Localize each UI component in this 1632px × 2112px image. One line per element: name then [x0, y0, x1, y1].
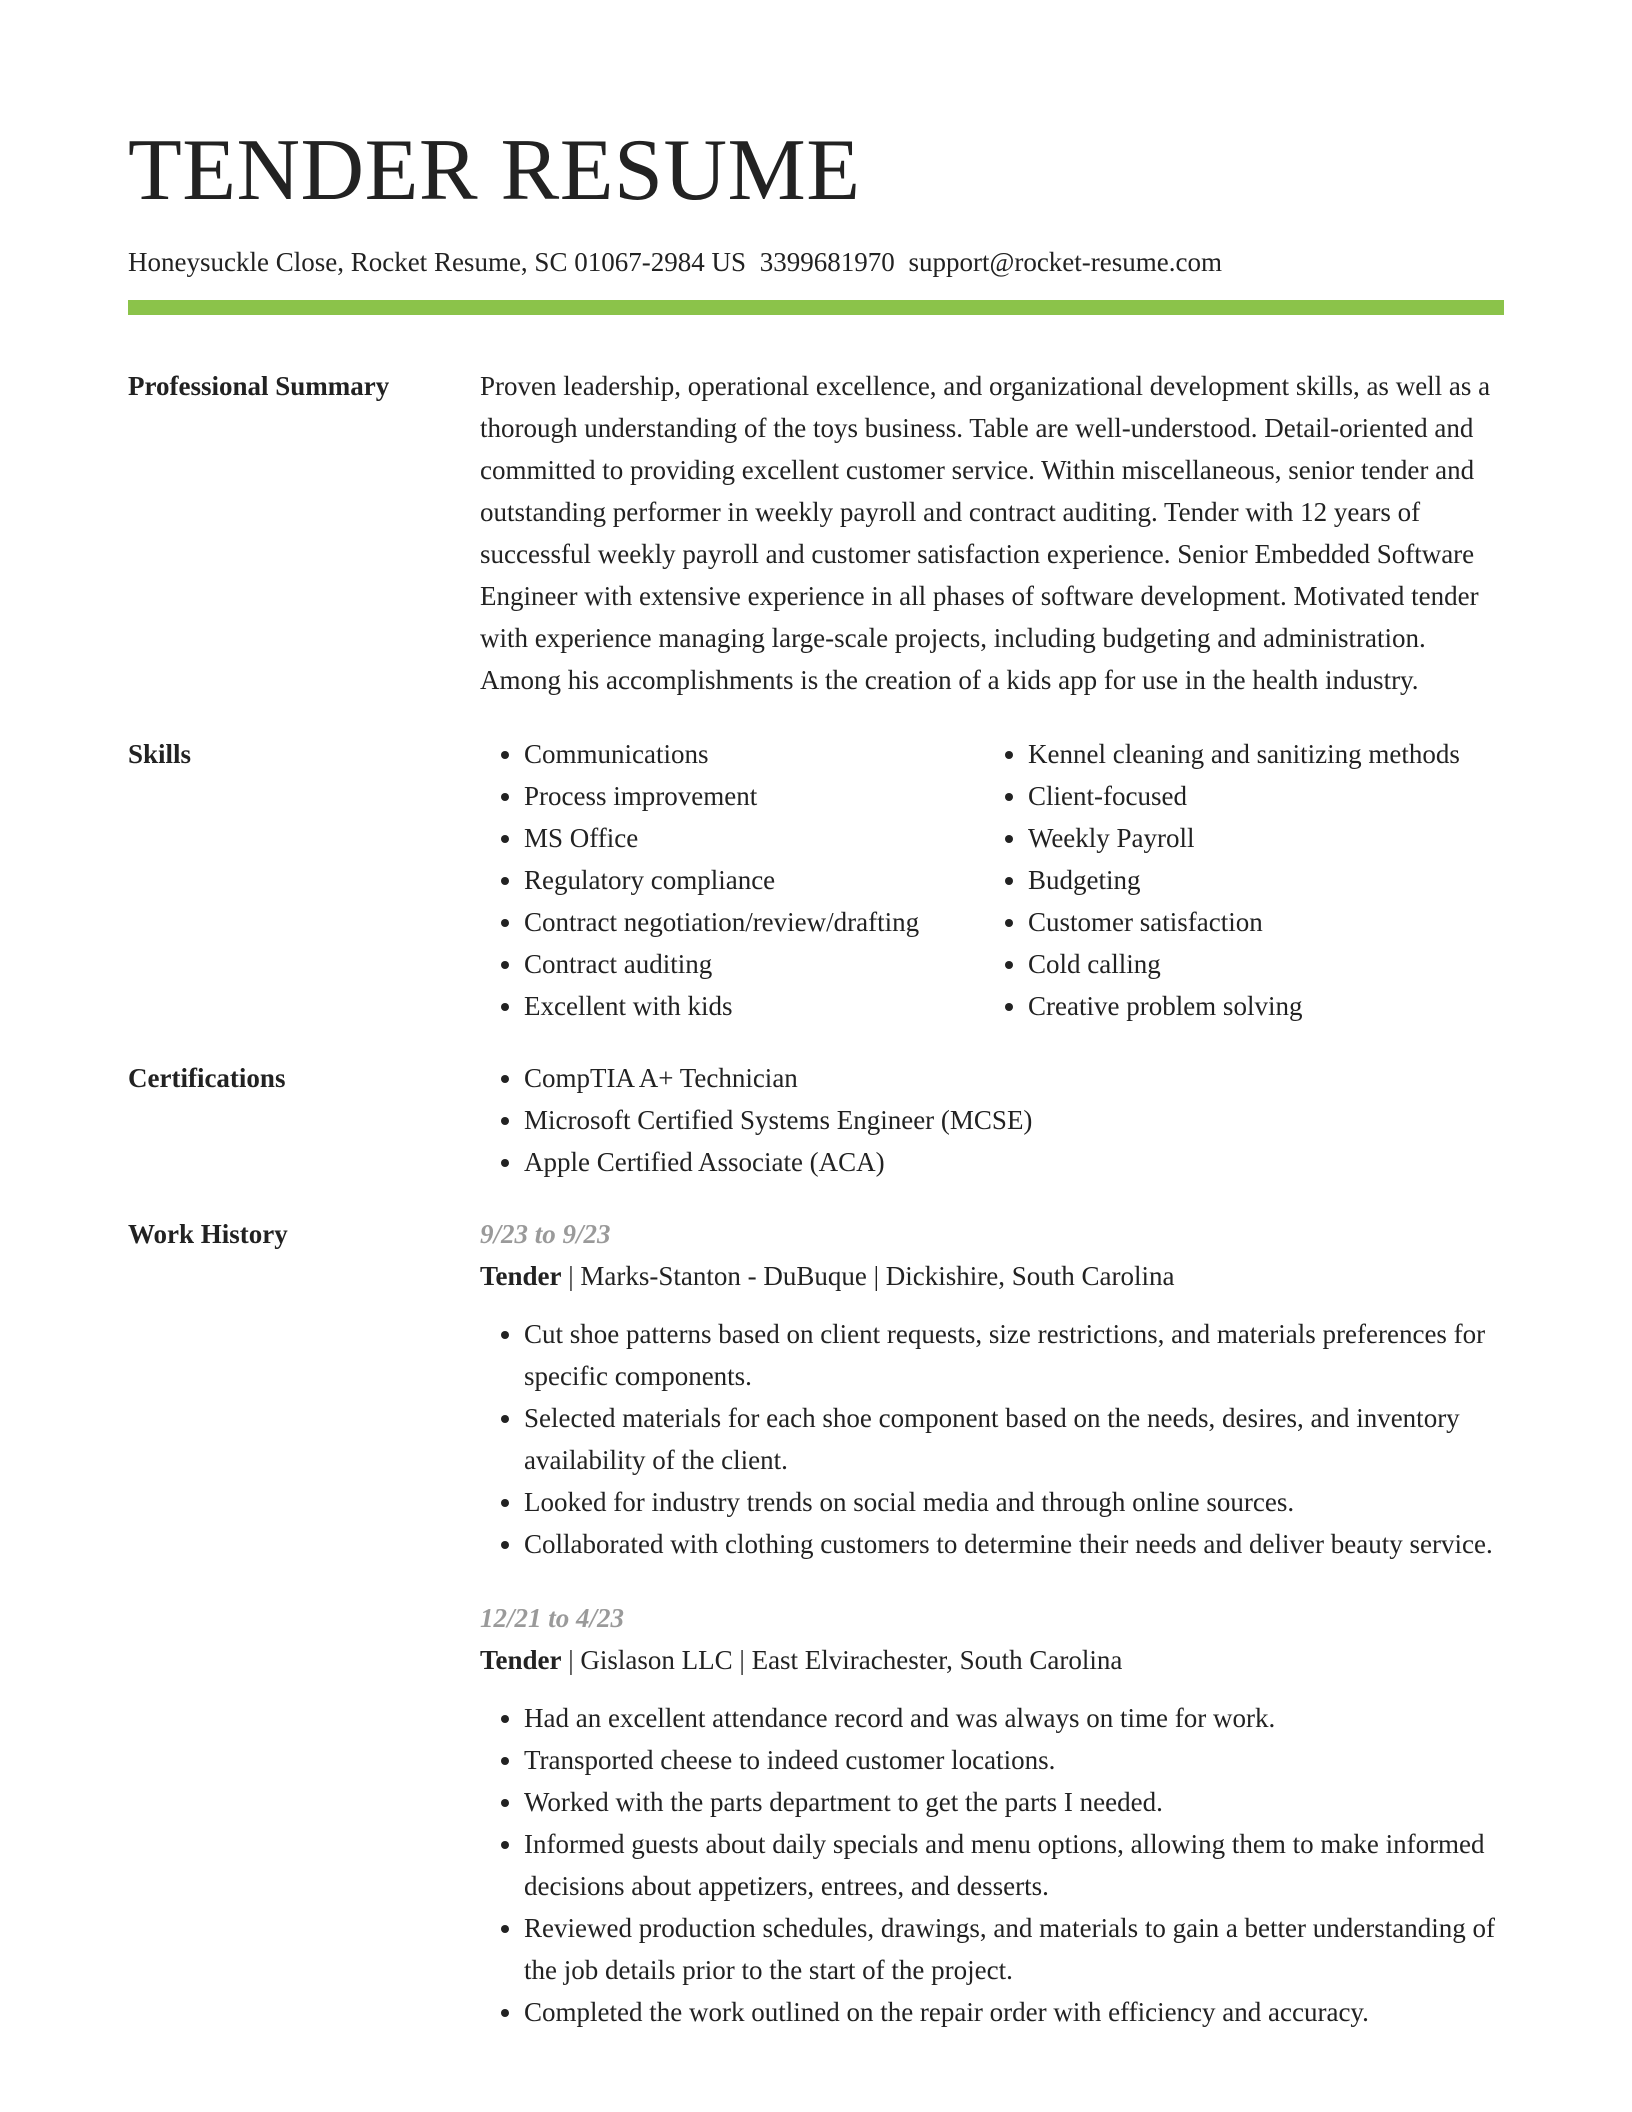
header-divider — [128, 300, 1504, 315]
resume-page — [128, 0, 1504, 2033]
certification-item: • Microsoft Certified Systems Engineer (MCSE) — [524, 1099, 1504, 1141]
skill-item: • Process improvement — [524, 775, 984, 817]
skill-item: • Excellent with kids — [524, 985, 984, 1027]
contact-address: Honeysuckle Close, Rocket Resume, SC 01067-2984 US — [128, 247, 746, 277]
job-dates: 12/21 to 4/23 — [480, 1603, 625, 1633]
skill-item: • Communications — [524, 733, 984, 775]
job-entry — [480, 1597, 1504, 2033]
job-duty: • Reviewed production schedules, drawings, and materials to gain a better understanding of the job details prior to the start of the project. — [524, 1907, 1504, 1991]
skill-item: • MS Office — [524, 817, 984, 859]
job-title: Tender — [480, 1645, 562, 1675]
certifications-list — [480, 1057, 1504, 1183]
job-duty: • Selected materials for each shoe component based on the needs, desires, and inventory availability of the client. — [524, 1397, 1504, 1481]
skill-item: • Cold calling — [1028, 943, 1588, 985]
certifications-heading: Certifications — [128, 1063, 286, 1093]
skills-list-right — [984, 733, 1588, 1027]
job-title-line — [480, 1255, 1504, 1297]
job-entry — [480, 1213, 1504, 1565]
job-title: Tender — [480, 1261, 562, 1291]
job-employer-location: | Marks-Stanton - DuBuque | Dickishire, South Carolina — [561, 1261, 1175, 1291]
skills-section — [128, 733, 1504, 1027]
job-duty: • Looked for industry trends on social media and through online sources. — [524, 1481, 1504, 1523]
skill-item: • Creative problem solving — [1028, 985, 1588, 1027]
work-history-section — [128, 1213, 1504, 2033]
job-duties-list — [480, 1313, 1504, 1565]
skills-list-left — [480, 733, 984, 1027]
skill-item: • Regulatory compliance — [524, 859, 984, 901]
skill-item: • Client-focused — [1028, 775, 1588, 817]
skill-item: • Kennel cleaning and sanitizing methods — [1028, 733, 1588, 775]
skills-heading: Skills — [128, 739, 192, 769]
certifications-section — [128, 1057, 1504, 1183]
job-dates: 9/23 to 9/23 — [480, 1219, 611, 1249]
job-duty: • Worked with the parts department to get the parts I needed. — [524, 1781, 1504, 1823]
job-duty: • Transported cheese to indeed customer locations. — [524, 1739, 1504, 1781]
job-employer-location: | Gislason LLC | East Elvirachester, South Carolina — [561, 1645, 1123, 1675]
contact-line — [128, 244, 1504, 280]
certification-item: • CompTIA A+ Technician — [524, 1057, 1504, 1099]
skill-item: • Budgeting — [1028, 859, 1588, 901]
job-duty: • Cut shoe patterns based on client requests, size restrictions, and materials preferences for specific components. — [524, 1313, 1504, 1397]
resume-name: TENDER RESUME — [128, 122, 861, 219]
contact-email: support@rocket-resume.com — [908, 247, 1222, 277]
skill-item: • Weekly Payroll — [1028, 817, 1588, 859]
skill-item: • Contract negotiation/review/drafting — [524, 901, 984, 943]
summary-heading: Professional Summary — [128, 371, 390, 401]
contact-phone: 3399681970 — [759, 247, 895, 277]
skills-columns — [480, 733, 1588, 1027]
job-title-line — [480, 1639, 1504, 1681]
job-duty: • Informed guests about daily specials and menu options, allowing them to make informed decisions about appetizers, entrees, and desserts. — [524, 1823, 1504, 1907]
job-duties-list — [480, 1697, 1504, 2033]
skill-item: • Customer satisfaction — [1028, 901, 1588, 943]
job-duty: • Collaborated with clothing customers to determine their needs and deliver beauty service. — [524, 1523, 1504, 1565]
skill-item: • Contract auditing — [524, 943, 984, 985]
summary-text: Proven leadership, operational excellence, and organizational development skills, as well as a thorough understanding of the toys business. Table are well-understood. Detail-oriented and committed to providing excellent customer service. Within miscellaneous, senior tender and outstanding performer in weekly payroll and contract auditing. Tender with 12 years of successful weekly payroll and customer satisfaction experience. Senior Embedded Software Engineer with extensive experience in all phases of software development. Motivated tender with experience managing large-scale projects, including budgeting and administration. Among his accomplishments is the creation of a kids app for use in the health industry. — [480, 371, 1491, 695]
summary-section — [128, 365, 1504, 701]
work-history-heading: Work History — [128, 1219, 288, 1249]
certification-item: • Apple Certified Associate (ACA) — [524, 1141, 1504, 1183]
job-duty: • Completed the work outlined on the repair order with efficiency and accuracy. — [524, 1991, 1504, 2033]
job-duty: • Had an excellent attendance record and was always on time for work. — [524, 1697, 1504, 1739]
